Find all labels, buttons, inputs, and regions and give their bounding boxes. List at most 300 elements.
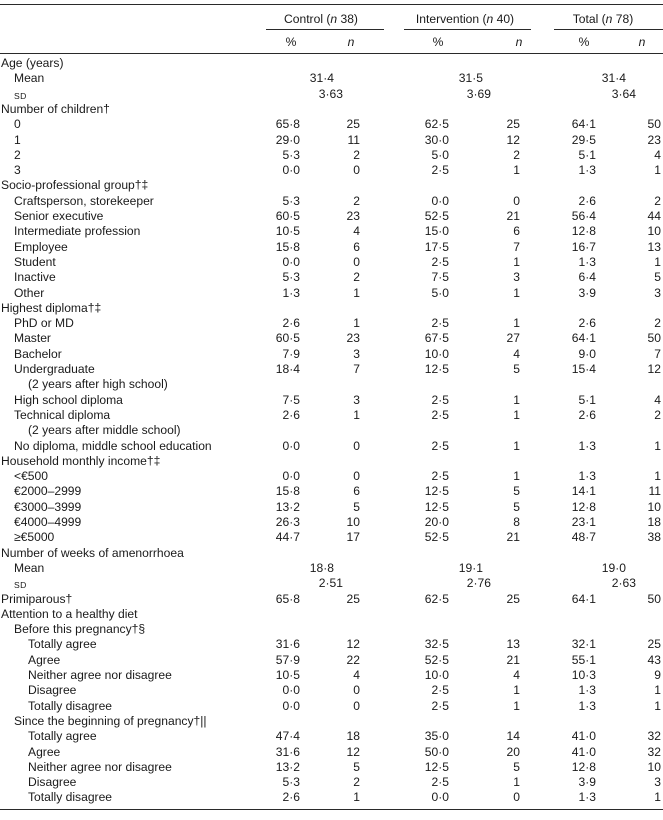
pct-cell: 12·8 [571, 499, 596, 514]
table-row [0, 484, 663, 499]
n-cell: 1 [654, 698, 661, 713]
pct-cell: 67·5 [424, 331, 449, 346]
pct-cell: 12·8 [571, 224, 596, 239]
mean-cell: 19·1 [458, 560, 483, 575]
pct-cell: 55·1 [571, 652, 596, 667]
pct-cell: 15·8 [275, 239, 300, 254]
row-label: (2 years after high school) [28, 377, 168, 392]
subheader-n: n [638, 35, 646, 49]
pct-cell: 65·8 [275, 117, 300, 132]
n-cell: 3 [654, 775, 661, 790]
pct-cell: 2·6 [282, 316, 300, 331]
n-cell: 27 [506, 331, 520, 346]
row-label: Totally disagree [28, 790, 113, 805]
pct-cell: 5·0 [431, 285, 449, 300]
pct-cell: 7·9 [282, 346, 300, 361]
pct-cell: 29·0 [275, 132, 300, 147]
n-cell: 7 [654, 346, 661, 361]
n-cell: 2 [654, 193, 661, 208]
n-cell: 2 [513, 147, 520, 162]
table-row [0, 683, 663, 698]
pct-cell: 12·5 [424, 499, 449, 514]
table-row [0, 347, 663, 362]
pct-cell: 5·3 [282, 147, 300, 162]
section-row [0, 301, 663, 316]
n-cell: 1 [513, 163, 520, 178]
pct-cell: 12·5 [424, 362, 449, 376]
pct-cell: 2·5 [431, 254, 449, 269]
n-cell: 2 [654, 316, 661, 331]
table-row [0, 209, 663, 224]
n-cell: 6 [513, 224, 520, 239]
n-cell: 10 [647, 224, 661, 239]
pct-cell: 10·5 [275, 224, 300, 239]
pct-cell: 41·0 [571, 744, 596, 759]
section-row [0, 178, 663, 193]
n-cell: 1 [353, 316, 360, 331]
pct-cell: 35·0 [424, 729, 449, 744]
pct-cell: 62·5 [424, 591, 449, 606]
row-label: Employee [14, 239, 68, 254]
pct-cell: 5·3 [282, 270, 300, 285]
n-cell: 5 [513, 362, 520, 376]
pct-cell: 23·1 [571, 515, 596, 529]
table-row [0, 117, 663, 132]
row-label: (2 years after middle school) [28, 423, 181, 438]
row-label: 3 [14, 163, 21, 178]
pct-cell: 17·5 [424, 239, 449, 254]
n-cell: 50 [647, 331, 661, 346]
n-cell: 32 [647, 729, 661, 744]
row-label: Technical diploma [14, 407, 111, 422]
subheader-n: n [515, 35, 523, 49]
top-rule [0, 4, 663, 5]
mean-cell: 19·0 [601, 560, 626, 575]
sd-cell: 2·76 [466, 576, 491, 591]
n-cell: 5 [353, 499, 360, 514]
row-label: Student [14, 254, 56, 269]
pct-cell: 44·7 [275, 530, 300, 545]
pct-cell: 48·7 [571, 530, 596, 545]
n-cell: 12 [346, 744, 360, 759]
pct-cell: 1·3 [282, 285, 300, 300]
pct-cell: 57·9 [275, 652, 300, 667]
table-row [0, 255, 663, 270]
pct-cell: 31·6 [275, 744, 300, 759]
n-cell: 3 [654, 285, 661, 300]
n-cell: 12 [346, 637, 360, 652]
table-row [0, 561, 663, 576]
n-cell: 6 [353, 484, 360, 499]
table-row [0, 515, 663, 530]
row-label: ≥€5000 [14, 530, 55, 545]
mean-cell: 31·4 [309, 71, 334, 86]
sd-cell: 2·63 [611, 576, 636, 591]
n-cell: 21 [506, 530, 520, 545]
sd-cell: 3·69 [466, 86, 491, 101]
pct-cell: 31·6 [275, 637, 300, 652]
table-row [0, 377, 663, 392]
row-label: €4000–4999 [14, 515, 82, 529]
pct-cell: 2·5 [431, 163, 449, 178]
table-row [0, 745, 663, 760]
row-label: Neither agree nor disagree [28, 668, 172, 682]
table-row [0, 530, 663, 545]
n-cell: 32 [647, 744, 661, 759]
pct-cell: 64·1 [571, 331, 596, 346]
pct-cell: 9·0 [578, 346, 596, 361]
n-cell: 20 [506, 744, 520, 759]
n-cell: 1 [353, 285, 360, 300]
n-cell: 1 [513, 285, 520, 300]
pct-cell: 15·4 [571, 362, 596, 376]
pct-cell: 2·5 [431, 438, 449, 453]
n-cell: 4 [654, 147, 661, 162]
n-cell: 1 [513, 316, 520, 331]
n-cell: 5 [353, 759, 360, 774]
row-label: Attention to a healthy diet [1, 606, 138, 621]
pct-cell: 62·5 [424, 117, 449, 132]
pct-cell: 2·6 [282, 407, 300, 422]
pct-cell: 18·4 [275, 362, 300, 376]
n-cell: 38 [647, 530, 661, 545]
row-label: Number of weeks of amenorrhoea [1, 545, 184, 560]
table-row [0, 469, 663, 484]
pct-cell: 41·0 [571, 729, 596, 744]
row-label: PhD or MD [14, 316, 74, 331]
pct-cell: 60·5 [275, 209, 300, 223]
row-label: Other [14, 285, 45, 300]
n-cell: 50 [647, 117, 661, 132]
pct-cell: 10·0 [424, 668, 449, 682]
row-label: €3000–3999 [14, 499, 82, 514]
n-cell: 1 [513, 775, 520, 790]
subheader-pct: % [432, 35, 444, 49]
sd-cell: 3·63 [318, 86, 343, 101]
row-label: Totally agree [28, 729, 97, 744]
mean-cell: 18·8 [309, 560, 334, 575]
mean-cell: 31·5 [458, 71, 483, 86]
n-cell: 0 [513, 193, 520, 208]
n-cell: 14 [506, 729, 520, 744]
pct-cell: 1·3 [578, 163, 596, 178]
row-label: Intermediate profession [14, 224, 141, 239]
row-label: Primiparous† [1, 591, 73, 606]
row-label: Household monthly income†‡ [1, 453, 161, 468]
pct-cell: 15·0 [424, 224, 449, 239]
pct-cell: 12·5 [424, 759, 449, 774]
row-label: Number of children† [1, 101, 110, 116]
n-cell: 1 [513, 438, 520, 453]
n-cell: 1 [654, 438, 661, 453]
row-label: High school diploma [14, 392, 123, 407]
pct-cell: 3·9 [578, 285, 596, 300]
header-underline-intervention [404, 29, 531, 30]
table-row [0, 148, 663, 163]
mean-cell: 31·4 [601, 71, 626, 86]
n-cell: 1 [513, 254, 520, 269]
n-cell: 5 [654, 270, 661, 285]
pct-cell: 13·2 [275, 759, 300, 774]
n-cell: 44 [647, 209, 661, 223]
table-row [0, 270, 663, 285]
pct-cell: 30·0 [424, 132, 449, 147]
n-cell: 13 [647, 239, 661, 254]
n-cell: 11 [648, 484, 661, 499]
pct-cell: 20·0 [424, 515, 449, 529]
table-row [0, 668, 663, 683]
n-cell: 1 [654, 683, 661, 698]
n-cell: 12 [506, 132, 520, 147]
pct-cell: 64·1 [571, 117, 596, 132]
n-cell: 3 [353, 392, 360, 407]
pct-cell: 2·5 [431, 775, 449, 790]
subheader-pct: % [285, 35, 297, 49]
pct-cell: 10·0 [424, 346, 449, 361]
pct-cell: 6·4 [578, 270, 596, 285]
row-label: Mean [14, 71, 45, 86]
table-row [0, 653, 663, 668]
section-row [0, 592, 663, 607]
table-row [0, 87, 663, 102]
pct-cell: 60·5 [275, 331, 300, 346]
n-cell: 2 [353, 147, 360, 162]
header-underline-total [554, 29, 663, 30]
pct-cell: 0·0 [282, 683, 300, 698]
n-cell: 1 [513, 469, 520, 484]
table-row [0, 408, 663, 423]
row-label: Craftsperson, storekeeper [14, 193, 154, 208]
table-row [0, 286, 663, 301]
n-cell: 23 [346, 331, 360, 346]
pct-cell: 0·0 [282, 163, 300, 178]
row-label: Highest diploma†‡ [1, 300, 102, 315]
table-row [0, 133, 663, 148]
n-cell: 10 [346, 515, 360, 529]
pct-cell: 32·1 [571, 637, 596, 652]
n-cell: 5 [513, 759, 520, 774]
row-label: Master [14, 331, 51, 346]
row-label: €2000–2999 [14, 484, 82, 499]
section-row [0, 56, 663, 71]
pct-cell: 1·3 [578, 469, 596, 484]
table-row [0, 331, 663, 346]
pct-cell: 5·3 [282, 775, 300, 790]
n-cell: 3 [353, 346, 360, 361]
table-row [0, 439, 663, 454]
n-cell: 21 [506, 652, 520, 667]
n-cell: 43 [647, 652, 661, 667]
pct-cell: 52·5 [424, 530, 449, 545]
pct-cell: 5·1 [578, 392, 596, 407]
table-row [0, 714, 663, 729]
pct-cell: 1·3 [578, 254, 596, 269]
pct-cell: 7·5 [431, 270, 449, 285]
row-label: Neither agree nor disagree [28, 759, 172, 774]
section-row [0, 607, 663, 622]
n-cell: 17 [346, 530, 360, 545]
header-total: Total (n 78) [572, 12, 634, 26]
table-row [0, 699, 663, 714]
row-label: Totally agree [28, 637, 97, 652]
table-row [0, 393, 663, 408]
pct-cell: 2·5 [431, 407, 449, 422]
n-cell: 13 [506, 637, 520, 652]
n-cell: 25 [346, 117, 360, 132]
pct-cell: 0·0 [282, 254, 300, 269]
table-row [0, 729, 663, 744]
n-cell: 21 [506, 209, 520, 223]
pct-cell: 2·6 [578, 193, 596, 208]
row-label: Mean [14, 560, 45, 575]
header-rule [0, 53, 663, 54]
n-cell: 2 [353, 270, 360, 285]
pct-cell: 2·6 [578, 316, 596, 331]
n-cell: 18 [346, 729, 360, 744]
n-cell: 1 [513, 683, 520, 698]
row-label: SD [14, 580, 27, 591]
n-cell: 11 [347, 132, 360, 147]
n-cell: 5 [513, 484, 520, 499]
pct-cell: 0·0 [282, 469, 300, 484]
row-label: 0 [14, 117, 21, 132]
pct-cell: 0·0 [282, 438, 300, 453]
row-label: <€500 [14, 469, 48, 484]
n-cell: 4 [513, 668, 520, 682]
pct-cell: 52·5 [424, 652, 449, 667]
row-label: Agree [28, 652, 61, 667]
n-cell: 1 [353, 407, 360, 422]
n-cell: 0 [353, 163, 360, 178]
n-cell: 7 [513, 239, 520, 254]
n-cell: 0 [353, 254, 360, 269]
pct-cell: 1·3 [578, 438, 596, 453]
pct-cell: 0·0 [431, 790, 449, 805]
n-cell: 6 [353, 239, 360, 254]
n-cell: 23 [647, 132, 661, 147]
n-cell: 4 [353, 224, 360, 239]
n-cell: 1 [513, 407, 520, 422]
pct-cell: 50·0 [424, 744, 449, 759]
n-cell: 10 [647, 499, 661, 514]
sd-cell: 3·64 [611, 86, 636, 101]
table-row [0, 622, 663, 637]
pct-cell: 2·5 [431, 392, 449, 407]
row-label: Inactive [14, 270, 56, 285]
pct-cell: 29·5 [571, 132, 596, 147]
table-row [0, 362, 663, 377]
n-cell: 18 [647, 515, 661, 529]
table-row [0, 500, 663, 515]
pct-cell: 2·5 [431, 683, 449, 698]
row-label: Totally disagree [28, 698, 113, 713]
n-cell: 1 [654, 163, 661, 178]
pct-cell: 7·5 [282, 392, 300, 407]
n-cell: 4 [654, 392, 661, 407]
pct-cell: 13·2 [275, 499, 300, 514]
table-row [0, 790, 663, 805]
table-row [0, 163, 663, 178]
table-row [0, 775, 663, 790]
table-row [0, 71, 663, 86]
pct-cell: 12·5 [424, 484, 449, 499]
n-cell: 1 [513, 392, 520, 407]
table-row [0, 637, 663, 652]
row-label: Disagree [28, 775, 77, 790]
table-row [0, 316, 663, 331]
row-label: 1 [14, 132, 21, 147]
table-row [0, 760, 663, 775]
header-intervention: Intervention (n 40) [415, 12, 515, 26]
pct-cell: 1·3 [578, 683, 596, 698]
n-cell: 1 [654, 469, 661, 484]
n-cell: 0 [353, 698, 360, 713]
pct-cell: 10·3 [571, 668, 596, 682]
n-cell: 2 [353, 775, 360, 790]
n-cell: 0 [353, 683, 360, 698]
pct-cell: 2·6 [578, 407, 596, 422]
pct-cell: 15·8 [275, 484, 300, 499]
n-cell: 2 [353, 193, 360, 208]
pct-cell: 1·3 [578, 790, 596, 805]
n-cell: 25 [346, 591, 360, 606]
bottom-rule [0, 809, 663, 810]
pct-cell: 32·5 [424, 637, 449, 652]
n-cell: 1 [513, 698, 520, 713]
pct-cell: 64·1 [571, 591, 596, 606]
sd-cell: 2·51 [318, 576, 343, 591]
pct-cell: 2·5 [431, 469, 449, 484]
n-cell: 25 [506, 117, 520, 132]
n-cell: 12 [647, 362, 661, 376]
row-label: Undergraduate [14, 362, 95, 376]
table-row [0, 194, 663, 209]
section-row [0, 102, 663, 117]
pct-cell: 2·5 [431, 316, 449, 331]
pct-cell: 52·5 [424, 209, 449, 223]
n-cell: 3 [513, 270, 520, 285]
n-cell: 7 [353, 362, 360, 376]
pct-cell: 65·8 [275, 591, 300, 606]
pct-cell: 47·4 [275, 729, 300, 744]
n-cell: 10 [647, 759, 661, 774]
pct-cell: 26·3 [275, 515, 300, 529]
header-control: Control (n 38) [284, 12, 358, 26]
n-cell: 9 [654, 668, 661, 682]
n-cell: 0 [353, 438, 360, 453]
pct-cell: 2·6 [282, 790, 300, 805]
pct-cell: 1·3 [578, 698, 596, 713]
pct-cell: 0·0 [431, 193, 449, 208]
header-underline-control [266, 29, 384, 30]
n-cell: 50 [647, 591, 661, 606]
row-label: Since the beginning of pregnancy†|| [14, 713, 207, 728]
pct-cell: 10·5 [275, 668, 300, 682]
n-cell: 25 [647, 637, 661, 652]
pct-cell: 5·0 [431, 147, 449, 162]
section-row [0, 546, 663, 561]
row-label: No diploma, middle school education [14, 438, 212, 453]
pct-cell: 12·8 [571, 759, 596, 774]
pct-cell: 5·3 [282, 193, 300, 208]
pct-cell: 2·5 [431, 698, 449, 713]
table-row [0, 576, 663, 591]
row-label: Bachelor [14, 346, 62, 361]
n-cell: 4 [353, 668, 360, 682]
n-cell: 2 [654, 407, 661, 422]
row-label: Agree [28, 744, 61, 759]
pct-cell: 56·4 [571, 209, 596, 223]
